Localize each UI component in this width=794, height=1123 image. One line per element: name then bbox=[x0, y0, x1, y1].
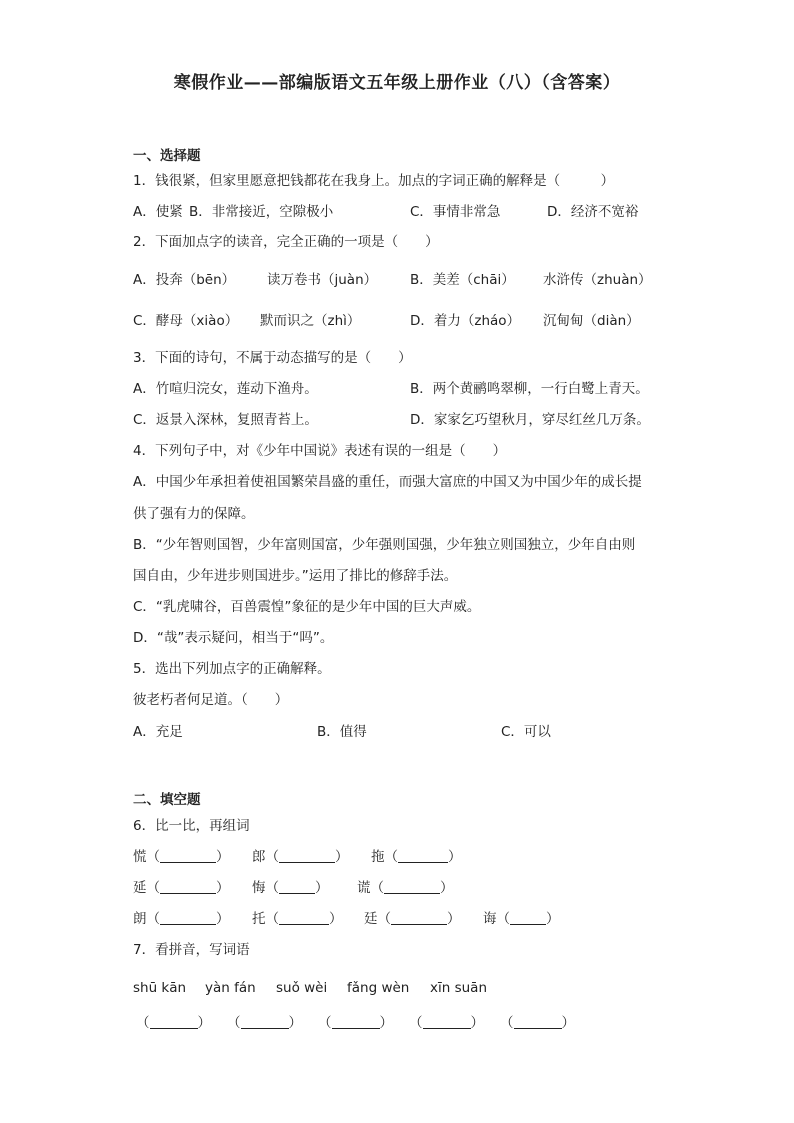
question-2-option-d-word1: D．着力（zháo） bbox=[410, 313, 521, 329]
question-1-stem: 1．钱很紧，但家里愿意把钱都花在我身上。加点的字词正确的解释是（ ） bbox=[133, 173, 615, 189]
compare-character: 郎 bbox=[252, 849, 266, 865]
answer-blank[interactable] bbox=[514, 1014, 562, 1029]
page-title: 寒假作业——部编版语文五年级上册作业（八）（含答案） bbox=[173, 73, 621, 93]
question-3-option-c: C．返景入深林，复照青苔上。 bbox=[133, 412, 318, 428]
question-3-option-a: A．竹喧归浣女，莲动下渔舟。 bbox=[133, 381, 318, 397]
answer-blank[interactable] bbox=[384, 879, 440, 894]
question-1-option-d: D．经济不宽裕 bbox=[547, 204, 639, 220]
pinyin-word: fǎng wèn bbox=[347, 980, 410, 996]
word-answer-slot: （ ） bbox=[500, 1015, 575, 1031]
question-2-option-b-word1: B．美差（chāi） bbox=[410, 272, 515, 288]
question-3-option-b: B．两个黄鹂鸣翠柳，一行白鹭上青天。 bbox=[410, 381, 649, 397]
compare-item: 悔（ ） bbox=[252, 880, 329, 896]
answer-blank[interactable] bbox=[279, 910, 329, 925]
word-answer-slot: （ ） bbox=[136, 1015, 211, 1031]
question-2-option-a-word1: A．投奔（bēn） bbox=[133, 272, 236, 288]
pinyin-word: xīn suān bbox=[430, 980, 488, 996]
answer-blank[interactable] bbox=[150, 1014, 198, 1029]
question-2-option-b-word2: 水浒传（zhuàn） bbox=[543, 272, 652, 288]
question-5-option-a: A．充足 bbox=[133, 724, 183, 740]
section-heading-fill: 二、填空题 bbox=[133, 792, 201, 808]
answer-blank[interactable] bbox=[391, 910, 447, 925]
question-4-option-a-line2: 供了强有力的保障。 bbox=[133, 506, 255, 522]
answer-blank[interactable] bbox=[332, 1014, 380, 1029]
answer-blank[interactable] bbox=[160, 910, 216, 925]
compare-character: 廷 bbox=[364, 911, 378, 927]
answer-blank[interactable] bbox=[241, 1014, 289, 1029]
word-answer-slot: （ ） bbox=[318, 1015, 393, 1031]
pinyin-word: suǒ wèi bbox=[276, 980, 328, 996]
compare-item: 诲（ ） bbox=[483, 911, 560, 927]
answer-blank[interactable] bbox=[398, 848, 448, 863]
compare-character: 托 bbox=[252, 911, 266, 927]
question-4-option-a-line1: A．中国少年承担着使祖国繁荣昌盛的重任，而强大富庶的中国又为中国少年的成长提 bbox=[133, 474, 642, 490]
compare-character: 慌 bbox=[133, 849, 147, 865]
compare-item: 托（ ） bbox=[252, 911, 343, 927]
question-4-option-b-line1: B．“少年智则国智，少年富则国富，少年强则国强，少年独立则国独立，少年自由则 bbox=[133, 537, 636, 553]
compare-character: 延 bbox=[133, 880, 147, 896]
section-heading-choice: 一、选择题 bbox=[133, 148, 201, 164]
compare-item: 朗（ ） bbox=[133, 911, 230, 927]
compare-item: 郎（ ） bbox=[252, 849, 349, 865]
question-2-stem: 2．下面加点字的读音，完全正确的一项是（ ） bbox=[133, 234, 439, 250]
compare-character: 悔 bbox=[252, 880, 266, 896]
question-4-option-b-line2: 国自由，少年进步则国进步。”运用了排比的修辞手法。 bbox=[133, 568, 458, 584]
question-5-stem: 5．选出下列加点字的正确解释。 bbox=[133, 661, 331, 677]
word-answer-slot: （ ） bbox=[227, 1015, 302, 1031]
answer-blank[interactable] bbox=[160, 848, 216, 863]
answer-blank[interactable] bbox=[510, 910, 546, 925]
compare-item: 慌（ ） bbox=[133, 849, 230, 865]
compare-character: 诲 bbox=[483, 911, 497, 927]
question-4-option-c: C．“乳虎啸谷，百兽震惶”象征的是少年中国的巨大声威。 bbox=[133, 599, 481, 615]
answer-blank[interactable] bbox=[279, 879, 315, 894]
question-5-sentence: 彼老朽者何足道。（ ） bbox=[133, 692, 289, 708]
question-2-option-c-word1: C．酵母（xiào） bbox=[133, 313, 239, 329]
question-4-option-d: D．“哉”表示疑问，相当于“吗”。 bbox=[133, 630, 334, 646]
compare-item: 拖（ ） bbox=[371, 849, 462, 865]
compare-character: 朗 bbox=[133, 911, 147, 927]
answer-blank[interactable] bbox=[423, 1014, 471, 1029]
question-4-stem: 4．下列句子中，对《少年中国说》表述有误的一组是（ ） bbox=[133, 443, 507, 459]
question-1-option-a: A．使紧 bbox=[133, 204, 183, 220]
question-6-stem: 6．比一比，再组词 bbox=[133, 818, 250, 834]
pinyin-word: shū kān bbox=[133, 980, 187, 996]
question-5-option-b: B．值得 bbox=[317, 724, 367, 740]
answer-blank[interactable] bbox=[160, 879, 216, 894]
question-3-stem: 3．下面的诗句，不属于动态描写的是（ ） bbox=[133, 350, 412, 366]
compare-item: 谎（ ） bbox=[357, 880, 454, 896]
question-2-option-d-word2: 沉甸甸（diàn） bbox=[543, 313, 640, 329]
answer-blank[interactable] bbox=[279, 848, 335, 863]
compare-item: 延（ ） bbox=[133, 880, 230, 896]
compare-item: 廷（ ） bbox=[364, 911, 461, 927]
question-7-stem: 7．看拼音，写词语 bbox=[133, 942, 250, 958]
question-3-option-d: D．家家乞巧望秋月，穿尽红丝几万条。 bbox=[410, 412, 650, 428]
question-1-option-c: C．事情非常急 bbox=[410, 204, 501, 220]
question-5-option-c: C．可以 bbox=[501, 724, 551, 740]
question-2-option-a-word2: 读万卷书（juàn） bbox=[267, 272, 378, 288]
compare-character: 谎 bbox=[357, 880, 371, 896]
question-1-option-b: B．非常接近，空隙极小 bbox=[189, 204, 334, 220]
question-2-option-c-word2: 默而识之（zhì） bbox=[260, 313, 361, 329]
compare-character: 拖 bbox=[371, 849, 385, 865]
pinyin-word: yàn fán bbox=[205, 980, 256, 996]
word-answer-slot: （ ） bbox=[409, 1015, 484, 1031]
